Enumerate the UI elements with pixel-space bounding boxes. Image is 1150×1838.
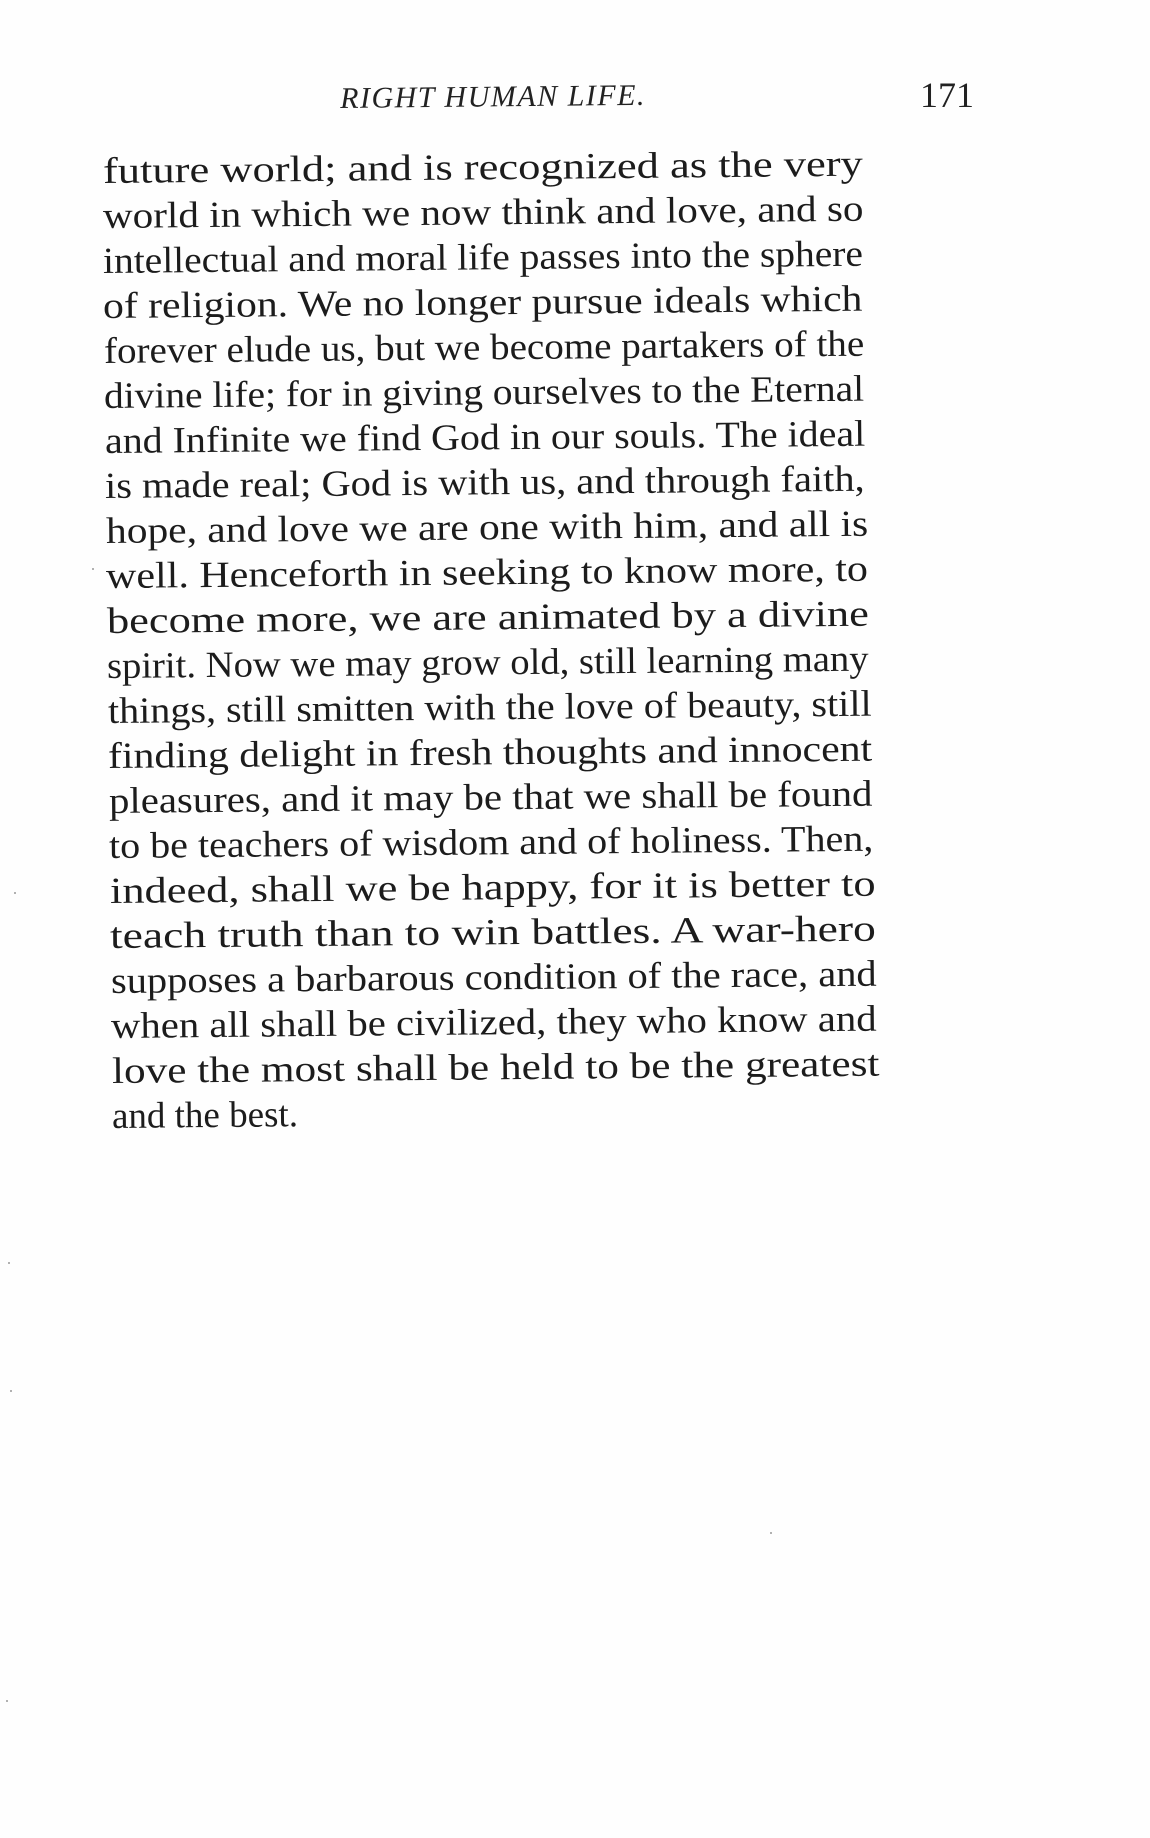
text-line: love the most shall be held to be the greatest: [111, 1043, 880, 1092]
text-line: forever elude us, but we become partakers of the: [103, 323, 865, 372]
text-line: intellectual and moral life passes into the sphere: [102, 233, 864, 282]
text-line: well. Henceforth in seeking to know more, to: [105, 548, 869, 597]
text-line: divine life; for in giving ourselves to the Eternal: [103, 368, 865, 417]
text-line: indeed, shall we be happy, for it is better to: [109, 863, 876, 912]
text-line: spirit. Now we may grow old, still learning many: [106, 638, 869, 687]
paper-speck: [6, 1700, 8, 1702]
text-line: teach truth than to win battles. A war-hero: [109, 908, 877, 957]
running-head: RIGHT HUMAN LIFE.: [340, 78, 647, 115]
text-line: finding delight in fresh thoughts and innocent: [107, 728, 873, 777]
paper-speck: [8, 1262, 10, 1264]
paper-speck: [770, 1532, 772, 1534]
text-line: hope, and love we are one with him, and all is: [105, 503, 869, 552]
paper-speck: [92, 568, 94, 570]
text-line: supposes a barbarous condition of the race, and: [110, 953, 877, 1002]
page-number: 171: [920, 75, 974, 115]
text-line: become more, we are animated by a divine: [106, 593, 870, 642]
text-line: pleasures, and it may be that we shall be found: [108, 773, 873, 822]
text-line: is made real; God is with us, and through faith,: [104, 458, 865, 507]
text-line: and the best.: [111, 1094, 299, 1137]
text-line: and Infinite we find God in our souls. The ideal: [104, 413, 866, 462]
paper-speck: [10, 1390, 12, 1392]
text-line: of religion. We no longer pursue ideals which: [102, 278, 863, 327]
text-line: world in which we now think and love, and so: [102, 188, 864, 237]
text-line: future world; and is recognized as the very: [102, 143, 863, 192]
text-line: when all shall be civilized, they who know and: [110, 998, 877, 1047]
text-line: to be teachers of wisdom and of holiness. Then,: [108, 818, 874, 867]
text-line: things, still smitten with the love of beauty, still: [107, 683, 872, 732]
paper-speck: [14, 892, 16, 894]
